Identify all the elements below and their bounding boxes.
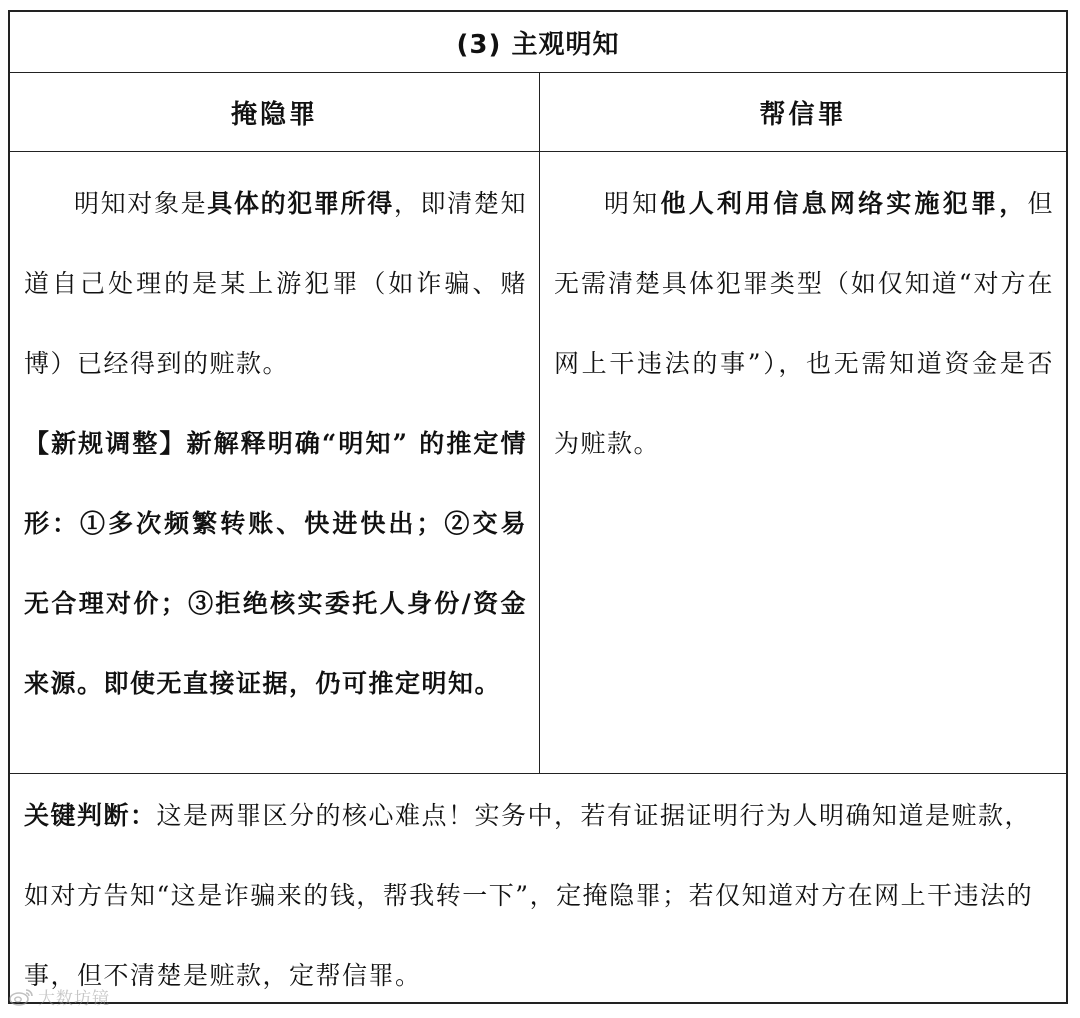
column-header-left: [10, 73, 540, 151]
right-p1-lead: 明知: [604, 189, 661, 218]
right-p1-emphasis: 他人利用信息网络实施犯罪，: [660, 189, 1028, 218]
column-header-right-label: 帮信罪: [759, 99, 847, 130]
left-p1-emphasis: 具体的犯罪所得: [207, 189, 394, 218]
column-header-right: [540, 73, 1066, 151]
content-row: [10, 152, 1066, 774]
right-p1-rest: 但无需清楚具体犯罪类型（如仅知道“对方在网上干违法的事”），也无需知道资金是否为赃款。: [554, 189, 1054, 458]
column-header-left-label: 掩隐罪: [230, 99, 318, 130]
left-content-cell: [10, 152, 540, 773]
key-judgment-body: 这是两罪区分的核心难点！实务中，若有证据证明行为人明确知道是赃款，如对方告知“这是诈骗来的钱，帮我转一下”，定掩隐罪；若仅知道对方在网上干违法的事，但不清楚是赃款，定帮信罪。: [24, 801, 1034, 990]
comparison-table: [8, 10, 1068, 1004]
key-judgment-label: 关键判断：: [24, 801, 157, 830]
weibo-icon: [8, 987, 34, 1007]
left-p1-lead: 明知对象是: [74, 189, 208, 218]
table-title: (3) 主观明知: [456, 29, 620, 60]
right-paragraph-definition: [554, 164, 1054, 484]
column-header-row: [10, 73, 1066, 152]
left-paragraph-new-rule: 【新规调整】新解释明确“明知” 的推定情形：①多次频繁转账、快进快出；②交易无合理对价；③拒绝核实委托人身份/资金来源。即使无直接证据，仍可推定明知。: [24, 429, 527, 698]
watermark: [8, 984, 110, 1009]
watermark-text: 大数坊镜: [38, 989, 110, 1009]
left-p1-rest: ，即清楚知道自己处理的是某上游犯罪（如诈骗、赌博）已经得到的赃款。: [24, 189, 527, 378]
left-paragraph-definition: [24, 164, 527, 404]
key-judgment-row: [10, 774, 1066, 1002]
right-content-cell: [540, 152, 1066, 773]
key-judgment-text: [10, 774, 1066, 1016]
table-title-row: [10, 12, 1066, 73]
